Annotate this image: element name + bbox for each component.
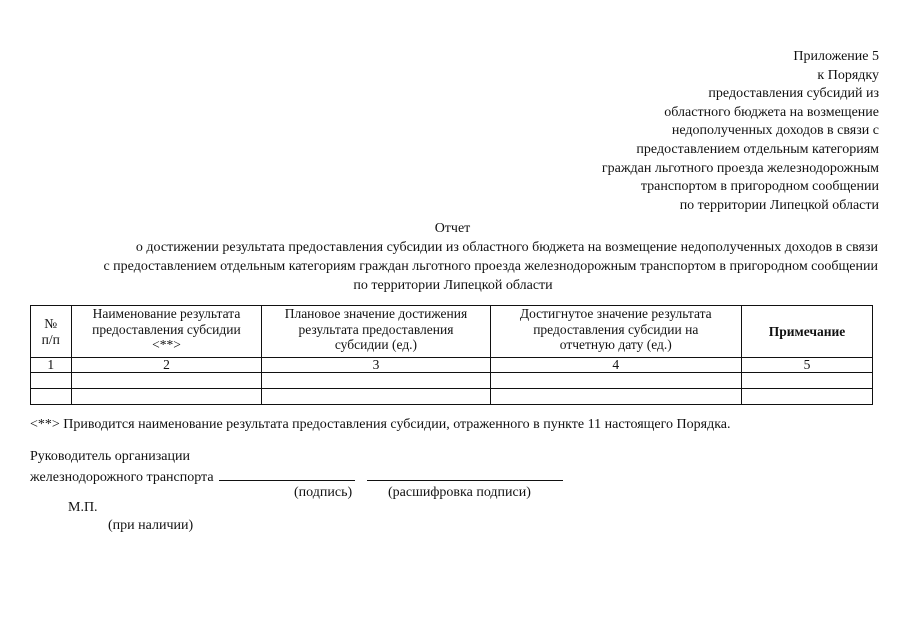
table-row xyxy=(31,389,873,405)
table-cell xyxy=(31,373,72,389)
document-title: Отчет xyxy=(434,221,471,236)
header-text: Достигнутое значение результата xyxy=(519,306,712,321)
signature-label: Руководитель организации xyxy=(30,449,190,464)
decoding-caption: (расшифровка подписи) xyxy=(388,485,531,500)
appendix-line: предоставлением отдельным категориям xyxy=(636,141,879,157)
stamp-label: М.П. xyxy=(68,500,98,515)
header-cell-number xyxy=(31,306,72,358)
appendix-line: к Порядку xyxy=(817,67,879,83)
header-text: отчетную дату (ед.) xyxy=(559,337,672,352)
table-header-row xyxy=(31,306,873,358)
subtitle-line: с предоставлением отдельным категориям граждан льготного проезда железнодорожным транспортом в пригородном сообщении xyxy=(103,259,878,274)
appendix-line: по территории Липецкой области xyxy=(679,197,879,213)
stamp-note: (при наличии) xyxy=(108,518,194,533)
header-text: предоставления субсидии xyxy=(92,321,241,337)
appendix-line: граждан льготного проезда железнодорожным xyxy=(601,160,879,176)
subtitle-line: по территории Липецкой области xyxy=(353,278,553,293)
header-text: предоставления субсидии на xyxy=(533,321,699,337)
table-row xyxy=(31,373,873,389)
table-cell xyxy=(490,389,742,405)
header-text: № xyxy=(44,316,58,331)
column-number-cell: 3 xyxy=(262,358,490,373)
signature-line-row xyxy=(30,466,563,487)
table-cell xyxy=(742,373,873,389)
header-text: субсидии (ед.) xyxy=(334,337,418,352)
column-number-cell: 1 xyxy=(31,358,72,373)
appendix-line: Приложение 5 xyxy=(793,49,879,64)
appendix-block xyxy=(549,48,879,215)
header-text: <**> xyxy=(152,337,181,352)
appendix-line: областного бюджета на возмещение xyxy=(664,104,879,120)
header-cell-achieved-value xyxy=(490,306,742,358)
table-cell xyxy=(71,373,262,389)
document-subtitle xyxy=(28,238,878,295)
appendix-line: транспортом в пригородном сообщении xyxy=(640,179,879,195)
column-number-cell: 2 xyxy=(71,358,262,373)
appendix-line: недополученных доходов в связи с xyxy=(671,123,879,139)
signature-caption: (подпись) xyxy=(294,485,353,500)
table-cell xyxy=(490,373,742,389)
header-cell-planned-value xyxy=(262,306,490,358)
header-text: Наименование результата xyxy=(92,306,241,321)
appendix-line: предоставления субсидий из xyxy=(708,86,879,102)
table-cell xyxy=(31,389,72,405)
footnote: <**> Приводится наименование результата предоставления субсидии, отраженного в пункте 11 настоящего Порядка. xyxy=(30,417,731,432)
header-cell-result-name xyxy=(71,306,262,358)
header-cell-note xyxy=(742,306,873,358)
table-cell xyxy=(262,389,490,405)
header-text: результата предоставления xyxy=(298,321,454,337)
table-cell xyxy=(71,389,262,405)
table-cell xyxy=(262,373,490,389)
signature-block xyxy=(30,448,563,487)
header-text: Плановое значение достижения xyxy=(284,306,468,321)
header-text: Примечание xyxy=(768,323,846,339)
signature-line xyxy=(219,466,355,481)
table-cell xyxy=(742,389,873,405)
decoding-line xyxy=(367,466,563,481)
column-number-row xyxy=(31,358,873,373)
column-number-cell: 4 xyxy=(490,358,742,373)
subtitle-line: о достижении результата предоставления субсидии из областного бюджета на возмещение недополученных доходов в связи xyxy=(135,240,878,255)
report-table xyxy=(30,305,873,405)
column-number-cell: 5 xyxy=(742,358,873,373)
signature-label: железнодорожного транспорта xyxy=(30,470,214,485)
header-text: п/п xyxy=(41,331,60,347)
